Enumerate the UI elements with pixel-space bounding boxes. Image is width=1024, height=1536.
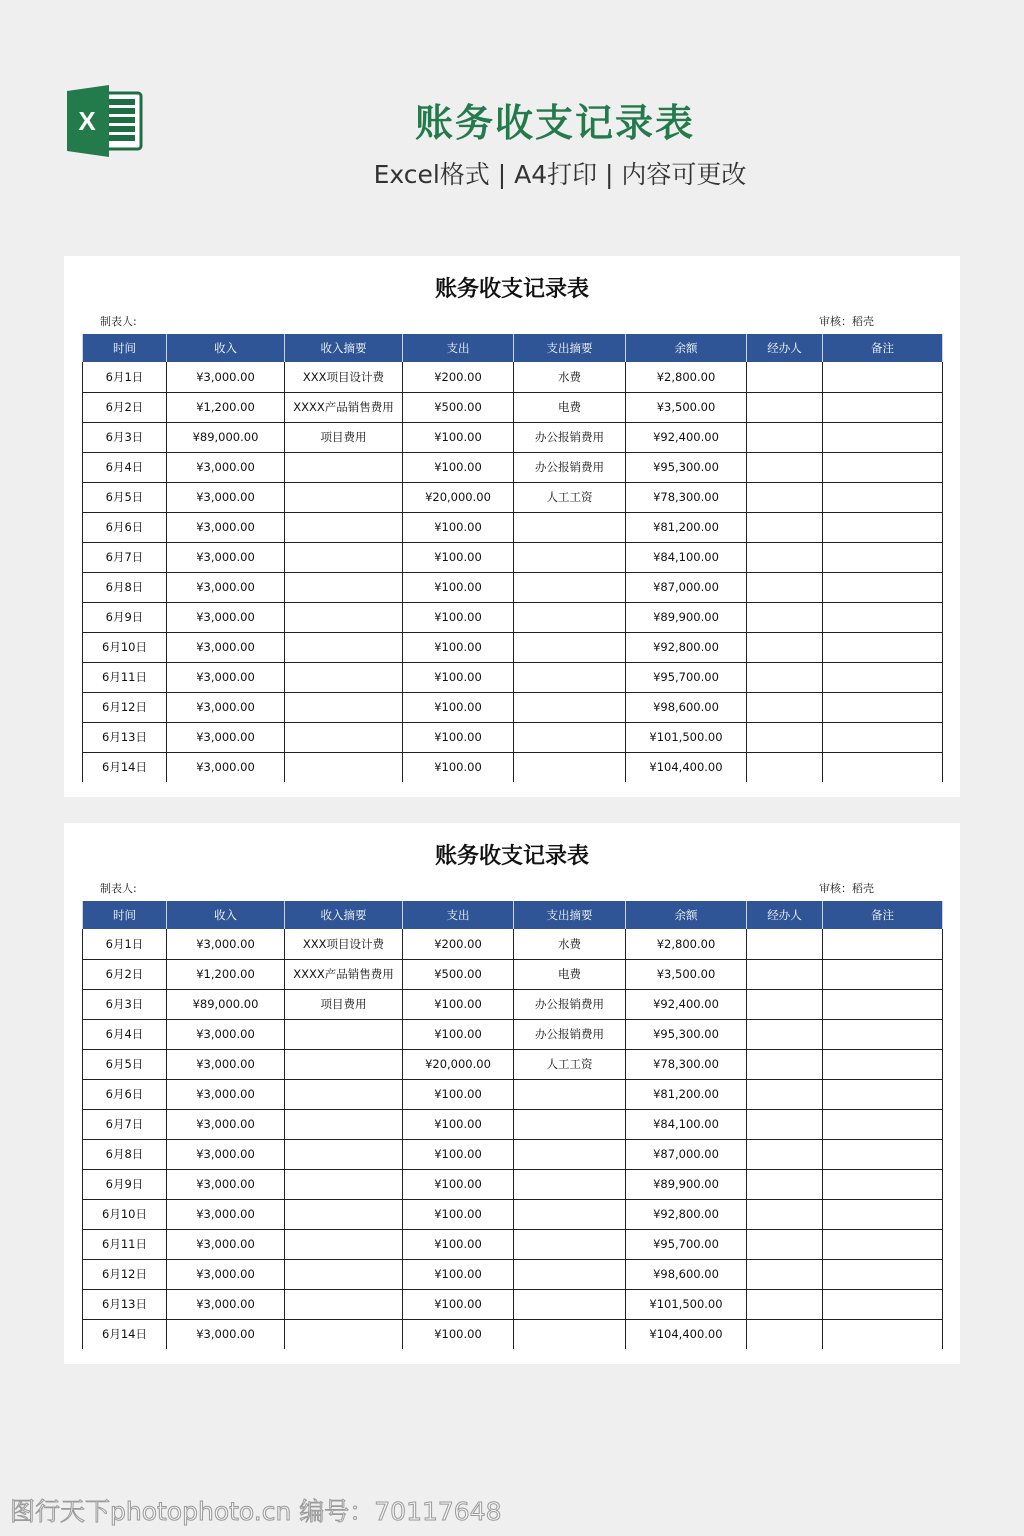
table-cell[interactable] xyxy=(823,512,943,542)
table-cell[interactable]: 项目费用 xyxy=(285,989,403,1019)
table-row xyxy=(83,572,943,602)
column-header: 收入摘要 xyxy=(285,334,403,362)
table-cell[interactable] xyxy=(747,1049,823,1079)
table-cell[interactable] xyxy=(747,752,823,782)
table-cell[interactable] xyxy=(285,752,403,782)
table-cell[interactable]: 6月4日 xyxy=(83,452,167,482)
table-cell[interactable]: ¥20,000.00 xyxy=(403,482,514,512)
table-cell[interactable]: ¥100.00 xyxy=(403,722,514,752)
table-cell[interactable]: ¥100.00 xyxy=(403,1229,514,1259)
table-cell[interactable] xyxy=(285,692,403,722)
table-cell[interactable] xyxy=(823,662,943,692)
table-cell[interactable]: 6月12日 xyxy=(83,1259,167,1289)
column-header: 备注 xyxy=(823,334,943,362)
column-header: 支出 xyxy=(403,334,514,362)
table-cell[interactable]: ¥89,900.00 xyxy=(626,602,747,632)
table-cell[interactable] xyxy=(747,1229,823,1259)
table-cell[interactable] xyxy=(823,1259,943,1289)
table-cell[interactable]: ¥100.00 xyxy=(403,1289,514,1319)
table-cell[interactable] xyxy=(747,959,823,989)
svg-text:X: X xyxy=(78,106,96,136)
table-cell[interactable]: ¥500.00 xyxy=(403,392,514,422)
table-row xyxy=(83,482,943,512)
table-row xyxy=(83,1289,943,1319)
column-header: 时间 xyxy=(83,901,167,929)
table-cell[interactable]: 6月2日 xyxy=(83,392,167,422)
table-cell[interactable]: ¥200.00 xyxy=(403,929,514,959)
table-cell[interactable]: 6月6日 xyxy=(83,1079,167,1109)
table-cell[interactable]: ¥95,300.00 xyxy=(626,1019,747,1049)
table-cell[interactable]: ¥100.00 xyxy=(403,542,514,572)
table-cell[interactable]: ¥98,600.00 xyxy=(626,692,747,722)
table-cell[interactable] xyxy=(514,602,626,632)
table-cell[interactable] xyxy=(285,1229,403,1259)
table-cell[interactable]: ¥3,000.00 xyxy=(167,482,285,512)
column-header: 余额 xyxy=(626,901,747,929)
table-cell[interactable] xyxy=(823,1169,943,1199)
table-cell[interactable]: ¥3,000.00 xyxy=(167,1199,285,1229)
table-cell[interactable] xyxy=(514,692,626,722)
table-cell[interactable] xyxy=(285,1079,403,1109)
table-cell[interactable]: ¥20,000.00 xyxy=(403,1049,514,1079)
table-cell[interactable] xyxy=(823,959,943,989)
table-cell[interactable]: 6月6日 xyxy=(83,512,167,542)
table-cell[interactable]: 人工工资 xyxy=(514,1049,626,1079)
table-cell[interactable] xyxy=(285,662,403,692)
table-cell[interactable]: XXX项目设计费 xyxy=(285,929,403,959)
table-cell[interactable] xyxy=(747,989,823,1019)
table-cell[interactable] xyxy=(747,392,823,422)
table-cell[interactable] xyxy=(747,1019,823,1049)
table-cell[interactable] xyxy=(747,362,823,392)
table-cell[interactable]: ¥100.00 xyxy=(403,512,514,542)
table-cell[interactable] xyxy=(823,1019,943,1049)
table-cell[interactable]: ¥92,400.00 xyxy=(626,989,747,1019)
table-cell[interactable]: 6月13日 xyxy=(83,722,167,752)
table-cell[interactable] xyxy=(747,1259,823,1289)
table-cell[interactable]: XXXX产品销售费用 xyxy=(285,959,403,989)
table-cell[interactable] xyxy=(514,662,626,692)
table-cell[interactable] xyxy=(823,1199,943,1229)
table-cell[interactable] xyxy=(823,1109,943,1139)
table-cell[interactable]: ¥78,300.00 xyxy=(626,482,747,512)
table-cell[interactable]: ¥3,000.00 xyxy=(167,662,285,692)
table-cell[interactable] xyxy=(285,1109,403,1139)
table-cell[interactable] xyxy=(823,392,943,422)
table-row xyxy=(83,1169,943,1199)
column-header: 时间 xyxy=(83,334,167,362)
table-cell[interactable]: ¥200.00 xyxy=(403,362,514,392)
column-header: 余额 xyxy=(626,334,747,362)
table-cell[interactable] xyxy=(514,722,626,752)
table-row xyxy=(83,392,943,422)
table-row xyxy=(83,602,943,632)
column-header: 收入 xyxy=(167,901,285,929)
table-cell[interactable]: ¥95,700.00 xyxy=(626,662,747,692)
table-cell[interactable]: ¥95,700.00 xyxy=(626,1229,747,1259)
table-row xyxy=(83,989,943,1019)
table-cell[interactable]: 6月1日 xyxy=(83,362,167,392)
table-cell[interactable]: 6月1日 xyxy=(83,929,167,959)
table-cell[interactable]: 6月14日 xyxy=(83,752,167,782)
table-cell[interactable] xyxy=(823,752,943,782)
table-cell[interactable]: 6月3日 xyxy=(83,422,167,452)
column-header: 经办人 xyxy=(747,901,823,929)
table-cell[interactable]: 人工工资 xyxy=(514,482,626,512)
table-cell[interactable] xyxy=(514,1289,626,1319)
table-cell[interactable]: 6月9日 xyxy=(83,602,167,632)
table-cell[interactable] xyxy=(747,572,823,602)
table-cell[interactable]: 6月3日 xyxy=(83,989,167,1019)
table-cell[interactable] xyxy=(285,1289,403,1319)
table-cell[interactable]: 6月7日 xyxy=(83,1109,167,1139)
table-cell[interactable] xyxy=(285,602,403,632)
table-cell[interactable]: 6月2日 xyxy=(83,959,167,989)
table-cell[interactable]: ¥100.00 xyxy=(403,989,514,1019)
table-cell[interactable]: ¥3,000.00 xyxy=(167,1169,285,1199)
table-cell[interactable]: ¥100.00 xyxy=(403,572,514,602)
table-cell[interactable] xyxy=(823,572,943,602)
table-cell[interactable]: 6月13日 xyxy=(83,1289,167,1319)
table-row xyxy=(83,1229,943,1259)
table-cell[interactable]: 6月9日 xyxy=(83,1169,167,1199)
table-cell[interactable] xyxy=(823,1229,943,1259)
table-cell[interactable] xyxy=(747,422,823,452)
table-cell[interactable] xyxy=(285,1139,403,1169)
table-cell[interactable] xyxy=(747,452,823,482)
table-cell[interactable]: ¥3,000.00 xyxy=(167,1079,285,1109)
column-header: 支出 xyxy=(403,901,514,929)
table-cell[interactable]: 6月11日 xyxy=(83,662,167,692)
table-cell[interactable]: 6月4日 xyxy=(83,1019,167,1049)
table-row xyxy=(83,1139,943,1169)
table-cell[interactable]: ¥100.00 xyxy=(403,602,514,632)
table-row xyxy=(83,542,943,572)
table-cell[interactable] xyxy=(747,512,823,542)
table-cell[interactable] xyxy=(285,1019,403,1049)
table-cell[interactable]: 办公报销费用 xyxy=(514,452,626,482)
table-cell[interactable] xyxy=(285,542,403,572)
sheet-preview-1 xyxy=(64,256,960,797)
table-cell[interactable]: ¥87,000.00 xyxy=(626,572,747,602)
table-cell[interactable] xyxy=(514,572,626,602)
table-row xyxy=(83,752,943,782)
table-cell[interactable]: ¥100.00 xyxy=(403,1019,514,1049)
table-cell[interactable]: ¥100.00 xyxy=(403,662,514,692)
table-cell[interactable]: ¥3,000.00 xyxy=(167,1019,285,1049)
table-cell[interactable]: ¥95,300.00 xyxy=(626,452,747,482)
table-cell[interactable]: ¥3,000.00 xyxy=(167,1289,285,1319)
table-cell[interactable]: 6月10日 xyxy=(83,632,167,662)
table-cell[interactable]: ¥3,500.00 xyxy=(626,959,747,989)
table-cell[interactable]: 6月8日 xyxy=(83,1139,167,1169)
table-cell[interactable] xyxy=(747,1109,823,1139)
table-cell[interactable] xyxy=(823,692,943,722)
table-cell[interactable] xyxy=(514,1109,626,1139)
sheet-preview-2 xyxy=(64,823,960,1364)
table-cell[interactable]: ¥81,200.00 xyxy=(626,512,747,542)
table-row xyxy=(83,662,943,692)
table-row xyxy=(83,362,943,392)
table-row xyxy=(83,1199,943,1229)
table-cell[interactable]: ¥98,600.00 xyxy=(626,1259,747,1289)
table-cell[interactable] xyxy=(747,1319,823,1349)
table-cell[interactable] xyxy=(514,1259,626,1289)
table-cell[interactable]: ¥100.00 xyxy=(403,1109,514,1139)
table-cell[interactable]: ¥89,000.00 xyxy=(167,422,285,452)
table-cell[interactable]: 项目费用 xyxy=(285,422,403,452)
table-cell[interactable]: ¥101,500.00 xyxy=(626,1289,747,1319)
table-cell[interactable] xyxy=(285,1049,403,1079)
column-header: 经办人 xyxy=(747,334,823,362)
watermark: 图行天下photophoto.cn 编号：70117648 xyxy=(10,1497,502,1526)
table-cell[interactable]: ¥100.00 xyxy=(403,1259,514,1289)
table-cell[interactable]: 6月8日 xyxy=(83,572,167,602)
table-cell[interactable] xyxy=(285,572,403,602)
table-cell[interactable] xyxy=(823,602,943,632)
table-cell[interactable]: ¥3,000.00 xyxy=(167,1229,285,1259)
table-cell[interactable]: ¥3,000.00 xyxy=(167,752,285,782)
table-cell[interactable] xyxy=(285,1259,403,1289)
table-cell[interactable] xyxy=(514,1139,626,1169)
table-row xyxy=(83,512,943,542)
table-cell[interactable]: 办公报销费用 xyxy=(514,422,626,452)
excel-logo-icon xyxy=(67,85,143,157)
table-cell[interactable]: ¥104,400.00 xyxy=(626,1319,747,1349)
table-cell[interactable]: ¥100.00 xyxy=(403,1079,514,1109)
table-cell[interactable] xyxy=(823,542,943,572)
table-cell[interactable] xyxy=(514,632,626,662)
table-cell[interactable] xyxy=(823,422,943,452)
table-cell[interactable] xyxy=(285,1199,403,1229)
table-cell[interactable]: 电费 xyxy=(514,959,626,989)
table-cell[interactable]: 办公报销费用 xyxy=(514,1019,626,1049)
table-cell[interactable]: ¥92,400.00 xyxy=(626,422,747,452)
maker-label: 制表人: xyxy=(100,882,137,895)
table-cell[interactable] xyxy=(747,662,823,692)
table-cell[interactable] xyxy=(747,1199,823,1229)
column-header: 收入摘要 xyxy=(285,901,403,929)
table-cell[interactable] xyxy=(823,362,943,392)
table-cell[interactable] xyxy=(285,1319,403,1349)
table-cell[interactable]: ¥92,800.00 xyxy=(626,1199,747,1229)
table-cell[interactable]: ¥100.00 xyxy=(403,1139,514,1169)
table-cell[interactable]: ¥100.00 xyxy=(403,632,514,662)
table-cell[interactable]: 办公报销费用 xyxy=(514,989,626,1019)
table-cell[interactable] xyxy=(285,512,403,542)
table-cell[interactable]: ¥104,400.00 xyxy=(626,752,747,782)
table-cell[interactable] xyxy=(514,1169,626,1199)
table-cell[interactable]: ¥3,000.00 xyxy=(167,1139,285,1169)
table-cell[interactable] xyxy=(514,1199,626,1229)
ledger-table xyxy=(82,334,943,782)
table-cell[interactable] xyxy=(514,542,626,572)
table-cell[interactable]: ¥84,100.00 xyxy=(626,1109,747,1139)
table-cell[interactable]: ¥100.00 xyxy=(403,452,514,482)
column-header: 支出摘要 xyxy=(514,334,626,362)
table-cell[interactable]: ¥81,200.00 xyxy=(626,1079,747,1109)
table-cell[interactable]: ¥87,000.00 xyxy=(626,1139,747,1169)
table-cell[interactable] xyxy=(747,632,823,662)
table-cell[interactable]: ¥3,000.00 xyxy=(167,362,285,392)
column-header: 备注 xyxy=(823,901,943,929)
table-cell[interactable] xyxy=(747,692,823,722)
table-cell[interactable] xyxy=(823,482,943,512)
table-cell[interactable] xyxy=(285,482,403,512)
table-cell[interactable] xyxy=(747,722,823,752)
table-cell[interactable]: ¥3,000.00 xyxy=(167,692,285,722)
table-cell[interactable]: XXXX产品销售费用 xyxy=(285,392,403,422)
table-cell[interactable] xyxy=(514,1319,626,1349)
table-cell[interactable] xyxy=(747,1139,823,1169)
table-cell[interactable]: 水费 xyxy=(514,929,626,959)
ledger-table xyxy=(82,901,943,1349)
table-cell[interactable]: ¥100.00 xyxy=(403,1169,514,1199)
table-cell[interactable] xyxy=(823,1319,943,1349)
page-title: 账务收支记录表 xyxy=(414,101,695,145)
table-cell[interactable] xyxy=(514,1229,626,1259)
table-cell[interactable]: ¥78,300.00 xyxy=(626,1049,747,1079)
table-row xyxy=(83,452,943,482)
table-cell[interactable] xyxy=(823,1049,943,1079)
table-row xyxy=(83,929,943,959)
table-cell[interactable]: ¥100.00 xyxy=(403,692,514,722)
table-cell[interactable] xyxy=(823,452,943,482)
sheet-title: 账务收支记录表 xyxy=(434,277,589,302)
table-cell[interactable]: ¥3,000.00 xyxy=(167,542,285,572)
table-row xyxy=(83,632,943,662)
sheet-title: 账务收支记录表 xyxy=(434,844,589,869)
table-cell[interactable]: ¥1,200.00 xyxy=(167,392,285,422)
table-cell[interactable]: ¥100.00 xyxy=(403,422,514,452)
table-cell[interactable]: 6月5日 xyxy=(83,1049,167,1079)
table-cell[interactable] xyxy=(823,1079,943,1109)
table-cell[interactable]: ¥2,800.00 xyxy=(626,362,747,392)
table-cell[interactable] xyxy=(823,632,943,662)
table-cell[interactable]: ¥1,200.00 xyxy=(167,959,285,989)
table-cell[interactable] xyxy=(514,752,626,782)
table-cell[interactable] xyxy=(747,542,823,572)
table-cell[interactable]: XXX项目设计费 xyxy=(285,362,403,392)
table-cell[interactable] xyxy=(747,1079,823,1109)
table-cell[interactable] xyxy=(747,1289,823,1319)
table-cell[interactable]: ¥92,800.00 xyxy=(626,632,747,662)
table-cell[interactable]: 6月12日 xyxy=(83,692,167,722)
table-cell[interactable]: ¥3,000.00 xyxy=(167,1319,285,1349)
table-cell[interactable]: ¥3,000.00 xyxy=(167,512,285,542)
table-cell[interactable] xyxy=(823,1289,943,1319)
table-cell[interactable]: 6月10日 xyxy=(83,1199,167,1229)
table-cell[interactable]: ¥3,000.00 xyxy=(167,572,285,602)
table-cell[interactable]: ¥100.00 xyxy=(403,752,514,782)
table-row xyxy=(83,1079,943,1109)
table-cell[interactable] xyxy=(823,989,943,1019)
table-cell[interactable] xyxy=(823,929,943,959)
table-cell[interactable]: 电费 xyxy=(514,392,626,422)
table-row xyxy=(83,722,943,752)
table-cell[interactable]: ¥89,000.00 xyxy=(167,989,285,1019)
table-cell[interactable]: ¥500.00 xyxy=(403,959,514,989)
table-cell[interactable]: 6月7日 xyxy=(83,542,167,572)
auditor-label: 审核：稻壳 xyxy=(819,882,874,895)
table-cell[interactable]: ¥3,000.00 xyxy=(167,1259,285,1289)
table-cell[interactable] xyxy=(823,1139,943,1169)
table-cell[interactable]: ¥3,000.00 xyxy=(167,1109,285,1139)
table-row xyxy=(83,692,943,722)
table-cell[interactable] xyxy=(747,929,823,959)
table-cell[interactable] xyxy=(747,482,823,512)
table-row xyxy=(83,1259,943,1289)
table-cell[interactable]: ¥3,000.00 xyxy=(167,632,285,662)
column-header: 支出摘要 xyxy=(514,901,626,929)
table-cell[interactable]: ¥3,000.00 xyxy=(167,452,285,482)
table-row xyxy=(83,422,943,452)
table-row xyxy=(83,1049,943,1079)
table-cell[interactable]: ¥3,000.00 xyxy=(167,929,285,959)
table-cell[interactable]: ¥3,000.00 xyxy=(167,602,285,632)
table-cell[interactable] xyxy=(285,1169,403,1199)
table-row xyxy=(83,1109,943,1139)
table-cell[interactable] xyxy=(285,722,403,752)
table-cell[interactable] xyxy=(285,632,403,662)
table-cell[interactable]: 6月5日 xyxy=(83,482,167,512)
table-cell[interactable]: ¥89,900.00 xyxy=(626,1169,747,1199)
table-cell[interactable]: ¥84,100.00 xyxy=(626,542,747,572)
column-header: 收入 xyxy=(167,334,285,362)
table-row xyxy=(83,1319,943,1349)
table-cell[interactable]: 6月11日 xyxy=(83,1229,167,1259)
table-cell[interactable] xyxy=(747,602,823,632)
table-cell[interactable]: ¥100.00 xyxy=(403,1319,514,1349)
table-cell[interactable] xyxy=(285,452,403,482)
table-cell[interactable]: ¥3,500.00 xyxy=(626,392,747,422)
page-subtitle: Excel格式 | A4打印 | 内容可更改 xyxy=(373,160,747,189)
table-cell[interactable]: ¥100.00 xyxy=(403,1199,514,1229)
table-cell[interactable] xyxy=(747,1169,823,1199)
maker-label: 制表人: xyxy=(100,315,137,328)
table-cell[interactable]: 6月14日 xyxy=(83,1319,167,1349)
table-row xyxy=(83,1019,943,1049)
table-cell[interactable]: ¥101,500.00 xyxy=(626,722,747,752)
table-cell[interactable]: ¥3,000.00 xyxy=(167,722,285,752)
table-cell[interactable] xyxy=(514,512,626,542)
table-cell[interactable]: ¥2,800.00 xyxy=(626,929,747,959)
table-cell[interactable]: ¥3,000.00 xyxy=(167,1049,285,1079)
table-cell[interactable] xyxy=(514,1079,626,1109)
table-cell[interactable]: 水费 xyxy=(514,362,626,392)
auditor-label: 审核：稻壳 xyxy=(819,315,874,328)
table-cell[interactable] xyxy=(823,722,943,752)
table-row xyxy=(83,959,943,989)
